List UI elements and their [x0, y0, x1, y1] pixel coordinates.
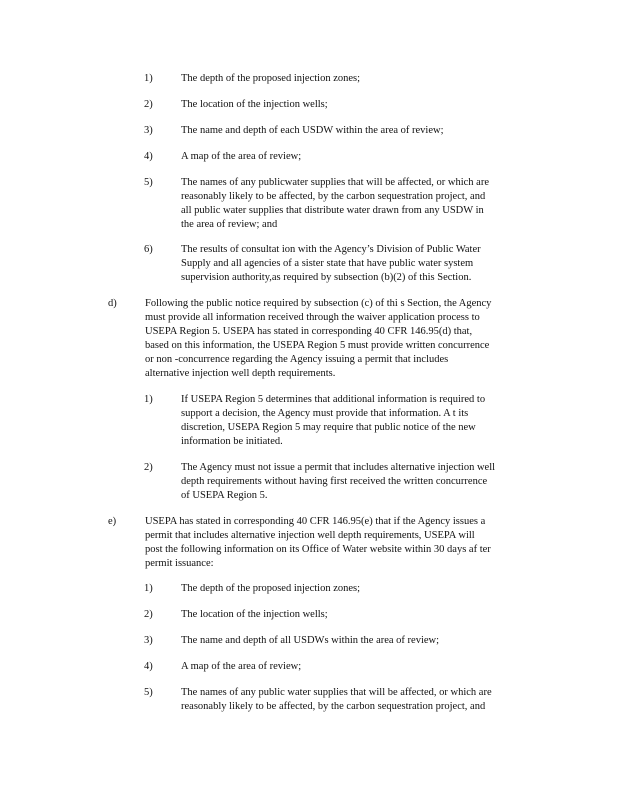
list-item-text: The name and depth of each USDW within the area of review; — [181, 125, 444, 136]
list-item-text: The location of the injection wells; — [181, 609, 328, 620]
list-marker: 2) — [144, 99, 153, 110]
section-marker: d) — [108, 298, 117, 309]
list-item-text: The name and depth of all USDWs within the area of review; — [181, 635, 440, 646]
list-item-text: The location of the injection wells; — [181, 99, 328, 110]
section-text: permit issuance: — [145, 558, 214, 569]
section-text: based on this information, the USEPA Region 5 must provide written concurrence — [145, 340, 490, 351]
list-item-text: reasonably likely to be affected, by the carbon sequestration project, and — [181, 701, 486, 712]
list-item-text: The Agency must not issue a permit that includes alternative injection well — [181, 462, 496, 473]
list-item-text: A map of the area of review; — [181, 151, 302, 162]
list-item-text: The names of any publicwater supplies that will be affected, or which are — [181, 177, 489, 188]
list-item-text: support a decision, the Agency must provide that information. A t its — [181, 408, 469, 419]
list-item-text: If USEPA Region 5 determines that additional information is required to — [181, 394, 486, 405]
list-item-text: of USEPA Region 5. — [181, 490, 268, 501]
section-marker: e) — [108, 516, 117, 527]
list-item-text: depth requirements without having first received the written concurrence — [181, 476, 488, 487]
section-text: must provide all information received through the waiver application process to — [145, 312, 480, 323]
list-item-text: Supply and all agencies of a sister state that have public water system — [181, 258, 474, 269]
list-marker: 1) — [144, 73, 153, 84]
section-text: USEPA has stated in corresponding 40 CFR 146.95(e) that if the Agency issues a — [145, 516, 486, 527]
list-item-text: A map of the area of review; — [181, 661, 302, 672]
list-item-text: The depth of the proposed injection zones; — [181, 583, 361, 594]
list-item-text: The names of any public water supplies that will be affected, or which are — [181, 687, 492, 698]
list-item-text: reasonably likely to be affected, by the carbon sequestration project, and — [181, 191, 486, 202]
list-marker: 4) — [144, 661, 153, 672]
list-item-text: The results of consultat ion with the Agency’s Division of Public Water — [181, 244, 481, 255]
section-text: Following the public notice required by subsection (c) of thi s Section, the Agency — [145, 298, 492, 309]
list-marker: 5) — [144, 687, 153, 698]
list-marker: 1) — [144, 394, 153, 405]
list-marker: 4) — [144, 151, 153, 162]
list-marker: 3) — [144, 635, 153, 646]
list-marker: 1) — [144, 583, 153, 594]
section-text: post the following information on its Office of Water website within 30 days af ter — [145, 544, 491, 555]
list-item-text: all public water supplies that distribute water drawn from any USDW in — [181, 205, 484, 216]
section-text: USEPA Region 5. USEPA has stated in corresponding 40 CFR 146.95(d) that, — [145, 326, 473, 337]
section-text: permit that includes alternative injection well depth requirements, USEPA will — [145, 530, 475, 541]
list-item-text: the area of review; and — [181, 219, 278, 230]
list-item-text: discretion, USEPA Region 5 may require that public notice of the new — [181, 422, 476, 433]
list-marker: 6) — [144, 244, 153, 255]
list-marker: 3) — [144, 125, 153, 136]
list-marker: 5) — [144, 177, 153, 188]
list-item-text: supervision authority,as required by subsection (b)(2) of this Section. — [181, 272, 472, 283]
section-text: or non -concurrence regarding the Agency issuing a permit that includes — [145, 354, 449, 365]
list-marker: 2) — [144, 609, 153, 620]
list-item-text: The depth of the proposed injection zones; — [181, 73, 361, 84]
list-item-text: information be initiated. — [181, 436, 283, 447]
list-marker: 2) — [144, 462, 153, 473]
section-text: alternative injection well depth requirements. — [145, 368, 336, 379]
